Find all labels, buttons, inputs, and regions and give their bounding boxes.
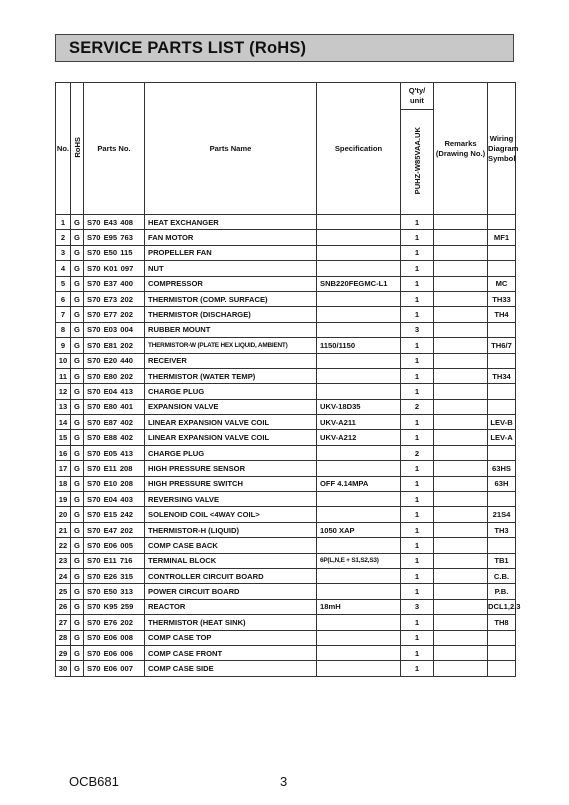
cell-remarks (434, 461, 488, 476)
cell-qty: 1 (401, 630, 434, 645)
cell-parts-no: S70 E11 716 (84, 553, 145, 568)
cell-no: 11 (56, 368, 71, 383)
cell-wiring-symbol: LEV-A (488, 430, 516, 445)
header-specification: Specification (317, 83, 401, 215)
cell-qty: 1 (401, 291, 434, 306)
table-row (56, 568, 516, 583)
cell-no: 12 (56, 384, 71, 399)
cell-parts-no: S70 E06 007 (84, 661, 145, 676)
cell-specification (317, 445, 401, 460)
cell-parts-no: S70 E81 202 (84, 338, 145, 353)
cell-parts-name: LINEAR EXPANSION VALVE COIL (145, 415, 317, 430)
cell-no: 9 (56, 338, 71, 353)
cell-no: 16 (56, 445, 71, 460)
cell-parts-name: COMP CASE SIDE (145, 661, 317, 676)
page-number: 3 (280, 774, 288, 789)
cell-rohs: G (71, 307, 84, 322)
table-row (56, 661, 516, 676)
cell-specification (317, 215, 401, 230)
cell-no: 22 (56, 538, 71, 553)
cell-remarks (434, 538, 488, 553)
cell-wiring-symbol: TH8 (488, 615, 516, 630)
cell-wiring-symbol: MC (488, 276, 516, 291)
cell-qty: 1 (401, 461, 434, 476)
table-row (56, 599, 516, 614)
cell-parts-name: CHARGE PLUG (145, 384, 317, 399)
cell-no: 10 (56, 353, 71, 368)
cell-qty: 1 (401, 507, 434, 522)
cell-parts-name: COMP CASE FRONT (145, 645, 317, 660)
cell-rohs: G (71, 553, 84, 568)
cell-wiring-symbol: TH3 (488, 522, 516, 537)
cell-specification (317, 507, 401, 522)
cell-qty: 1 (401, 276, 434, 291)
cell-specification (317, 230, 401, 245)
cell-remarks (434, 507, 488, 522)
cell-parts-no: S70 E11 208 (84, 461, 145, 476)
cell-parts-name: RUBBER MOUNT (145, 322, 317, 337)
cell-wiring-symbol (488, 261, 516, 276)
table-row (56, 430, 516, 445)
cell-qty: 1 (401, 553, 434, 568)
cell-no: 3 (56, 245, 71, 260)
cell-specification: 1150/1150 (317, 338, 401, 353)
cell-parts-name: CHARGE PLUG (145, 445, 317, 460)
cell-parts-name: THERMISTOR-H (LIQUID) (145, 522, 317, 537)
cell-specification (317, 630, 401, 645)
cell-qty: 1 (401, 538, 434, 553)
cell-wiring-symbol: TH4 (488, 307, 516, 322)
cell-parts-no: S70 E87 402 (84, 415, 145, 430)
cell-wiring-symbol: TH6/7 (488, 338, 516, 353)
cell-remarks (434, 630, 488, 645)
cell-remarks (434, 368, 488, 383)
table-row (56, 553, 516, 568)
cell-no: 17 (56, 461, 71, 476)
cell-wiring-symbol (488, 492, 516, 507)
cell-specification (317, 368, 401, 383)
table-row (56, 261, 516, 276)
page-title: SERVICE PARTS LIST (RoHS) (69, 39, 307, 57)
cell-specification: OFF 4.14MPA (317, 476, 401, 491)
cell-wiring-symbol: P.B. (488, 584, 516, 599)
table-row (56, 615, 516, 630)
cell-wiring-symbol: DCL1,2,3 (488, 599, 516, 614)
cell-remarks (434, 661, 488, 676)
cell-no: 23 (56, 553, 71, 568)
cell-no: 19 (56, 492, 71, 507)
cell-qty: 1 (401, 368, 434, 383)
cell-no: 18 (56, 476, 71, 491)
cell-remarks (434, 615, 488, 630)
cell-qty: 1 (401, 415, 434, 430)
cell-parts-name: NUT (145, 261, 317, 276)
cell-remarks (434, 584, 488, 599)
cell-qty: 1 (401, 245, 434, 260)
cell-wiring-symbol: C.B. (488, 568, 516, 583)
cell-rohs: G (71, 261, 84, 276)
header-parts-name: Parts Name (145, 83, 317, 215)
cell-rohs: G (71, 568, 84, 583)
table-row (56, 353, 516, 368)
cell-parts-no: S70 E47 202 (84, 522, 145, 537)
cell-rohs: G (71, 291, 84, 306)
cell-parts-no: S70 E10 208 (84, 476, 145, 491)
cell-remarks (434, 553, 488, 568)
cell-remarks (434, 399, 488, 414)
cell-wiring-symbol (488, 215, 516, 230)
cell-remarks (434, 307, 488, 322)
table-row (56, 492, 516, 507)
cell-specification (317, 291, 401, 306)
cell-qty: 1 (401, 353, 434, 368)
cell-wiring-symbol (488, 322, 516, 337)
cell-remarks (434, 415, 488, 430)
cell-rohs: G (71, 338, 84, 353)
cell-wiring-symbol (488, 445, 516, 460)
header-remarks: Remarks (Drawing No.) (434, 83, 488, 215)
cell-wiring-symbol: LEV-B (488, 415, 516, 430)
cell-rohs: G (71, 492, 84, 507)
cell-rohs: G (71, 522, 84, 537)
cell-parts-no: S70 E77 202 (84, 307, 145, 322)
cell-no: 4 (56, 261, 71, 276)
header-rohs-label: RoHS (72, 137, 82, 158)
cell-no: 14 (56, 415, 71, 430)
cell-specification: UKV-18D35 (317, 399, 401, 414)
cell-remarks (434, 645, 488, 660)
cell-parts-name: HEAT EXCHANGER (145, 215, 317, 230)
cell-rohs: G (71, 230, 84, 245)
cell-wiring-symbol (488, 630, 516, 645)
cell-remarks (434, 476, 488, 491)
cell-parts-no: S70 E06 006 (84, 645, 145, 660)
cell-parts-no: S70 E76 202 (84, 615, 145, 630)
cell-rohs: G (71, 615, 84, 630)
cell-wiring-symbol: 63HS (488, 461, 516, 476)
cell-rohs: G (71, 430, 84, 445)
cell-qty: 1 (401, 215, 434, 230)
cell-parts-name: THERMISTOR-W (PLATE HEX LIQUID, AMBIENT) (145, 338, 317, 353)
table-row (56, 245, 516, 260)
cell-remarks (434, 215, 488, 230)
cell-qty: 3 (401, 599, 434, 614)
cell-wiring-symbol: TB1 (488, 553, 516, 568)
cell-qty: 1 (401, 384, 434, 399)
cell-remarks (434, 430, 488, 445)
cell-parts-name: FAN MOTOR (145, 230, 317, 245)
cell-rohs: G (71, 215, 84, 230)
cell-parts-name: RECEIVER (145, 353, 317, 368)
cell-specification (317, 615, 401, 630)
cell-parts-name: THERMISTOR (COMP. SURFACE) (145, 291, 317, 306)
cell-qty: 1 (401, 492, 434, 507)
cell-specification: UKV-A212 (317, 430, 401, 445)
cell-remarks (434, 353, 488, 368)
cell-specification (317, 584, 401, 599)
cell-parts-no: S70 E50 115 (84, 245, 145, 260)
cell-remarks (434, 338, 488, 353)
cell-parts-no: S70 E05 413 (84, 445, 145, 460)
cell-wiring-symbol (488, 384, 516, 399)
cell-rohs: G (71, 507, 84, 522)
cell-no: 15 (56, 430, 71, 445)
parts-table (55, 82, 521, 677)
cell-rohs: G (71, 461, 84, 476)
table-row (56, 276, 516, 291)
cell-parts-name: TERMINAL BLOCK (145, 553, 317, 568)
cell-no: 24 (56, 568, 71, 583)
cell-wiring-symbol (488, 245, 516, 260)
cell-remarks (434, 445, 488, 460)
cell-no: 29 (56, 645, 71, 660)
cell-wiring-symbol (488, 661, 516, 676)
cell-no: 25 (56, 584, 71, 599)
document-code: OCB681 (69, 774, 119, 789)
cell-specification (317, 661, 401, 676)
cell-qty: 3 (401, 322, 434, 337)
cell-rohs: G (71, 368, 84, 383)
cell-rohs: G (71, 399, 84, 414)
cell-parts-no: S70 E04 403 (84, 492, 145, 507)
cell-wiring-symbol: MF1 (488, 230, 516, 245)
cell-qty: 1 (401, 476, 434, 491)
cell-parts-name: PROPELLER FAN (145, 245, 317, 260)
cell-rohs: G (71, 661, 84, 676)
cell-parts-no: S70 E50 313 (84, 584, 145, 599)
cell-remarks (434, 522, 488, 537)
cell-parts-name: POWER CIRCUIT BOARD (145, 584, 317, 599)
table-row (56, 291, 516, 306)
cell-no: 26 (56, 599, 71, 614)
table-row (56, 368, 516, 383)
cell-qty: 1 (401, 307, 434, 322)
cell-parts-name: HIGH PRESSURE SWITCH (145, 476, 317, 491)
cell-wiring-symbol: TH33 (488, 291, 516, 306)
cell-remarks (434, 492, 488, 507)
cell-specification (317, 322, 401, 337)
cell-rohs: G (71, 599, 84, 614)
cell-specification (317, 538, 401, 553)
table-row (56, 399, 516, 414)
cell-rohs: G (71, 445, 84, 460)
cell-qty: 1 (401, 338, 434, 353)
cell-specification (317, 261, 401, 276)
cell-parts-no: S70 E73 202 (84, 291, 145, 306)
header-model-label: PUHZ-W85VAA.UK (412, 127, 422, 195)
table-row (56, 630, 516, 645)
cell-rohs: G (71, 276, 84, 291)
header-model (401, 110, 434, 215)
cell-no: 21 (56, 522, 71, 537)
cell-no: 20 (56, 507, 71, 522)
cell-specification: UKV-A211 (317, 415, 401, 430)
cell-parts-name: CONTROLLER CIRCUIT BOARD (145, 568, 317, 583)
table-row (56, 584, 516, 599)
cell-qty: 1 (401, 584, 434, 599)
table-row (56, 338, 516, 353)
cell-parts-name: REACTOR (145, 599, 317, 614)
cell-qty: 1 (401, 230, 434, 245)
table-row (56, 645, 516, 660)
cell-specification: SNB220FEGMC-L1 (317, 276, 401, 291)
title-bar (55, 34, 514, 62)
cell-remarks (434, 245, 488, 260)
cell-specification (317, 568, 401, 583)
cell-wiring-symbol (488, 399, 516, 414)
cell-specification: 1050 XAP (317, 522, 401, 537)
table-row (56, 507, 516, 522)
cell-parts-name: THERMISTOR (WATER TEMP) (145, 368, 317, 383)
cell-remarks (434, 599, 488, 614)
cell-remarks (434, 384, 488, 399)
cell-remarks (434, 291, 488, 306)
cell-remarks (434, 322, 488, 337)
cell-specification (317, 461, 401, 476)
header-rohs (71, 83, 84, 215)
cell-wiring-symbol (488, 538, 516, 553)
cell-parts-name: THERMISTOR (DISCHARGE) (145, 307, 317, 322)
table-row (56, 538, 516, 553)
cell-parts-no: S70 E95 763 (84, 230, 145, 245)
cell-qty: 1 (401, 522, 434, 537)
cell-parts-no: S70 E80 401 (84, 399, 145, 414)
cell-wiring-symbol: 63H (488, 476, 516, 491)
cell-qty: 2 (401, 445, 434, 460)
table-row (56, 476, 516, 491)
table-row (56, 415, 516, 430)
cell-qty: 1 (401, 261, 434, 276)
cell-rohs: G (71, 645, 84, 660)
cell-parts-name: EXPANSION VALVE (145, 399, 317, 414)
cell-no: 2 (56, 230, 71, 245)
cell-parts-no: S70 E15 242 (84, 507, 145, 522)
cell-qty: 1 (401, 430, 434, 445)
cell-parts-no: S70 K95 259 (84, 599, 145, 614)
cell-parts-name: THERMISTOR (HEAT SINK) (145, 615, 317, 630)
cell-parts-no: S70 K01 097 (84, 261, 145, 276)
cell-parts-no: S70 E80 202 (84, 368, 145, 383)
table-row (56, 461, 516, 476)
cell-rohs: G (71, 322, 84, 337)
cell-specification (317, 645, 401, 660)
cell-parts-no: S70 E03 004 (84, 322, 145, 337)
table-row (56, 215, 516, 230)
parts-table-body (56, 215, 521, 677)
table-row (56, 384, 516, 399)
cell-no: 6 (56, 291, 71, 306)
header-no: No. (56, 83, 71, 215)
cell-no: 27 (56, 615, 71, 630)
cell-rohs: G (71, 630, 84, 645)
table-row (56, 522, 516, 537)
cell-specification: 6P(L,N,E + S1,S2,S3) (317, 553, 401, 568)
cell-specification: 18mH (317, 599, 401, 614)
cell-qty: 2 (401, 399, 434, 414)
cell-parts-name: HIGH PRESSURE SENSOR (145, 461, 317, 476)
cell-remarks (434, 276, 488, 291)
cell-parts-name: REVERSING VALVE (145, 492, 317, 507)
cell-rohs: G (71, 476, 84, 491)
cell-parts-no: S70 E06 008 (84, 630, 145, 645)
cell-rohs: G (71, 353, 84, 368)
cell-parts-name: LINEAR EXPANSION VALVE COIL (145, 430, 317, 445)
cell-wiring-symbol (488, 645, 516, 660)
cell-no: 30 (56, 661, 71, 676)
cell-qty: 1 (401, 645, 434, 660)
cell-parts-no: S70 E37 400 (84, 276, 145, 291)
cell-qty: 1 (401, 661, 434, 676)
header-qty-unit: Q'ty/ unit (401, 83, 434, 110)
header-wiring-symbol: Wiring Diagram Symbol (488, 83, 516, 215)
cell-specification (317, 384, 401, 399)
cell-remarks (434, 568, 488, 583)
table-row (56, 322, 516, 337)
cell-no: 8 (56, 322, 71, 337)
table-row (56, 307, 516, 322)
cell-specification (317, 353, 401, 368)
cell-remarks (434, 261, 488, 276)
header-parts-no: Parts No. (84, 83, 145, 215)
cell-no: 13 (56, 399, 71, 414)
cell-no: 7 (56, 307, 71, 322)
cell-no: 5 (56, 276, 71, 291)
cell-specification (317, 492, 401, 507)
cell-parts-no: S70 E04 413 (84, 384, 145, 399)
cell-rohs: G (71, 538, 84, 553)
cell-parts-name: COMP CASE TOP (145, 630, 317, 645)
cell-parts-name: COMPRESSOR (145, 276, 317, 291)
cell-rohs: G (71, 384, 84, 399)
cell-rohs: G (71, 415, 84, 430)
cell-rohs: G (71, 584, 84, 599)
cell-parts-no: S70 E20 440 (84, 353, 145, 368)
cell-remarks (434, 230, 488, 245)
cell-parts-name: COMP CASE BACK (145, 538, 317, 553)
cell-qty: 1 (401, 615, 434, 630)
cell-wiring-symbol: TH34 (488, 368, 516, 383)
cell-wiring-symbol (488, 353, 516, 368)
cell-parts-no: S70 E26 315 (84, 568, 145, 583)
cell-parts-no: S70 E43 408 (84, 215, 145, 230)
cell-parts-name: SOLENOID COIL <4WAY COIL> (145, 507, 317, 522)
cell-rohs: G (71, 245, 84, 260)
table-row (56, 230, 516, 245)
cell-specification (317, 307, 401, 322)
cell-specification (317, 245, 401, 260)
cell-wiring-symbol: 21S4 (488, 507, 516, 522)
cell-qty: 1 (401, 568, 434, 583)
cell-no: 1 (56, 215, 71, 230)
cell-no: 28 (56, 630, 71, 645)
cell-parts-no: S70 E06 005 (84, 538, 145, 553)
cell-parts-no: S70 E88 402 (84, 430, 145, 445)
table-row (56, 445, 516, 460)
